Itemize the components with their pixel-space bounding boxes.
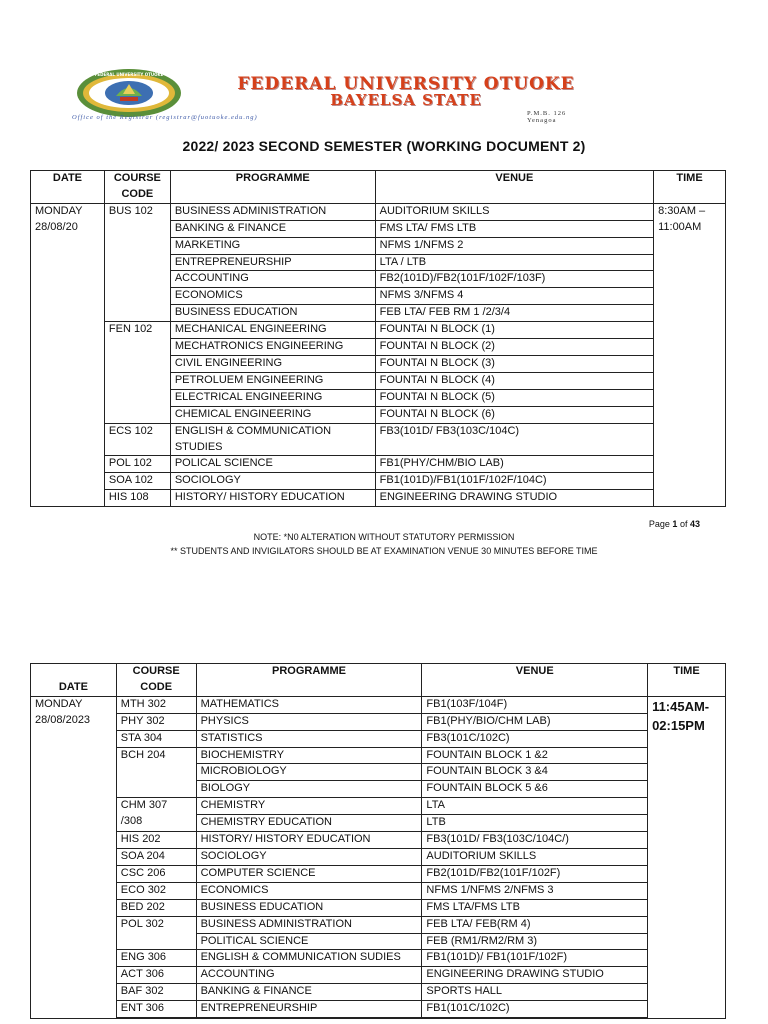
venue-cell: FOUNTAI N BLOCK (3) [375, 355, 653, 372]
course-code [116, 899, 196, 916]
programme-name: BIOCHEMISTRY [200, 748, 285, 761]
course-code [104, 322, 170, 423]
programme-cell [196, 933, 422, 950]
programme-cell [170, 271, 375, 288]
venue-cell: FOUNTAI N BLOCK (2) [375, 339, 653, 356]
course-code-text: ECO 302 [120, 883, 167, 896]
document-title: 2022/ 2023 SECOND SEMESTER (WORKING DOCUMENT 2) [182, 138, 586, 154]
programme-name: HISTORY/ HISTORY EDUCATION [200, 833, 371, 846]
venue-cell: FMS LTA/FMS LTB [422, 899, 648, 916]
table-row [31, 899, 726, 916]
table-row [31, 1018, 726, 1019]
programme-name: ECONOMICS [174, 289, 243, 302]
course-code [116, 848, 196, 865]
table-row [31, 916, 726, 933]
venue-cell: FOUNTAIN BLOCK 1 &2 [422, 747, 648, 764]
programme-cell [196, 832, 422, 849]
course-code-text: CHM 307 [120, 799, 168, 812]
venue-cell: FB2(101D)/FB2(101F/102F/103F) [375, 271, 653, 288]
pmb-line: P.M.B. 126 [527, 110, 567, 117]
programme-cell [170, 220, 375, 237]
programme-name: PHYSICS [200, 714, 249, 727]
programme-name: STATISTICS [200, 731, 263, 744]
table-row [31, 798, 726, 815]
programme-cell [170, 305, 375, 322]
programme-name: ENTREPRENEURSHIP [200, 1002, 318, 1015]
programme-cell [170, 288, 375, 305]
course-code [116, 730, 196, 747]
venue-cell: AUDITORIUM SKILLS [422, 848, 648, 865]
programme-name: BUSINESS ADMINISTRATION [174, 204, 327, 217]
table-row [31, 713, 726, 730]
course-code-text: MTH 302 [120, 697, 167, 710]
course-code [116, 696, 196, 713]
venue-cell: FOUNTAI N BLOCK (5) [375, 389, 653, 406]
letterhead [0, 60, 768, 135]
programme-cell [170, 406, 375, 423]
table-header-row [31, 664, 726, 697]
course-code [116, 984, 196, 1001]
course-code [116, 1018, 196, 1019]
programme-cell [196, 865, 422, 882]
programme-name: BANKING & FINANCE [174, 221, 287, 234]
exam-date: MONDAY 28/08/2023 [31, 696, 117, 1018]
table-row [31, 848, 726, 865]
exam-time: 8:30AM – 11:00AM [654, 203, 726, 506]
table-header-row [31, 171, 726, 204]
programme-name: COMPUTER SCIENCE [200, 866, 316, 879]
programme-name: CIVIL ENGINEERING [174, 356, 282, 369]
programme-cell [170, 456, 375, 473]
exam-time: 11:45AM- 02:15PM [648, 696, 726, 1018]
course-code-text: CSC 206 [120, 866, 166, 879]
venue-cell: FEB LTA/ FEB RM 1 /2/3/4 [375, 305, 653, 322]
course-code-column-header: COURSE CODE [116, 664, 196, 697]
course-code-text: HIS 108 [108, 491, 149, 504]
course-code-text: FEN 102 [108, 323, 153, 336]
venue-cell: LTB [422, 815, 648, 832]
programme-name: CHEMISTRY [200, 799, 266, 812]
venue-cell: ENGINEERING DRAWING STUDIO [422, 967, 648, 984]
venue-cell: NFMS 1/NFMS 2 [375, 237, 653, 254]
programme-name: BUSINESS EDUCATION [174, 306, 298, 319]
page-label: Page [648, 519, 670, 529]
course-code-text: BED 202 [120, 900, 165, 913]
table-row [31, 423, 726, 456]
programme-name: CHEMISTRY EDUCATION [200, 816, 332, 829]
course-code [104, 473, 170, 490]
programme-name: SOCIOLOGY [200, 849, 267, 862]
programme-name: STUDIES [174, 440, 223, 453]
course-code-text: ACT 306 [120, 968, 165, 981]
page-number [649, 519, 700, 529]
course-code [116, 713, 196, 730]
programme-cell [196, 848, 422, 865]
programme-cell [170, 203, 375, 220]
course-code [116, 967, 196, 984]
venue-cell: FB3(101C/102C) [422, 730, 648, 747]
course-code [116, 747, 196, 798]
venue-cell: FB1(PHY/CHM/BIO LAB) [375, 456, 653, 473]
venue-cell: FB2(101D/FB2(101F/102F) [422, 865, 648, 882]
programme-name: BUSINESS EDUCATION [200, 900, 324, 913]
programme-cell [196, 696, 422, 713]
university-state: BAYELSA STATE [330, 91, 482, 109]
course-code-text: ENT 306 [120, 1002, 165, 1015]
programme-cell [196, 916, 422, 933]
table-row [31, 865, 726, 882]
programme-cell [196, 713, 422, 730]
programme-cell [196, 730, 422, 747]
course-code [116, 832, 196, 849]
course-code [116, 1001, 196, 1018]
venue-cell: FEB (RM1/RM2/RM 3) [422, 933, 648, 950]
alteration-note: NOTE: *N0 ALTERATION WITHOUT STATUTORY PERMISSION [253, 532, 515, 542]
svg-text:FEDERAL UNIVERSITY OTUOKE: FEDERAL UNIVERSITY OTUOKE [94, 72, 164, 77]
venue-cell: FB1(101D)/FB1(101F/102F/104C) [375, 473, 653, 490]
page-total: 43 [689, 519, 700, 529]
course-code [116, 950, 196, 967]
venue-cell: FB1(101C/102C) [422, 1001, 648, 1018]
programme-cell [170, 237, 375, 254]
table-row [31, 747, 726, 764]
venue-cell: FMS LTA/ FMS LTB [375, 220, 653, 237]
venue-cell: FB1(103F/104F) [422, 696, 648, 713]
course-code-text: ENG 306 [120, 951, 167, 964]
programme-name: BUSINESS ADMINISTRATION [200, 917, 352, 930]
venue-cell: FB3(101D/ FB3(103C/104C/) [422, 832, 648, 849]
venue-cell: FOUNTAI N BLOCK (6) [375, 406, 653, 423]
venue-cell: FOUNTAI N BLOCK (4) [375, 372, 653, 389]
programme-name: PETROLUEM ENGINEERING [174, 373, 324, 386]
venue-column-header: VENUE [422, 664, 648, 697]
table-row [31, 730, 726, 747]
time-column-header: TIME [648, 664, 726, 697]
programme-name: MECHANICAL ENGINEERING [174, 323, 327, 336]
programme-column-header: PROGRAMME [196, 664, 422, 697]
university-name: FEDERAL UNIVERSITY OTUOKE [237, 74, 575, 94]
programme-cell [196, 764, 422, 781]
course-code-text: SOA 102 [108, 474, 153, 487]
course-code-text: PHY 302 [120, 714, 165, 727]
course-code [104, 456, 170, 473]
venue-cell: NFMS 1/NFMS 2/NFMS 3 [422, 882, 648, 899]
table-row [31, 473, 726, 490]
timetable-table-2 [30, 663, 726, 1019]
venue-cell: ENGINEERING DRAWING STUDIO [375, 490, 653, 507]
course-code-column-header: COURSE CODE [104, 171, 170, 204]
programme-cell [170, 490, 375, 507]
exam-date: MONDAY 28/08/20 [31, 203, 105, 506]
programme-cell [170, 389, 375, 406]
table-row [31, 950, 726, 967]
programme-name: MECHATRONICS ENGINEERING [174, 340, 344, 353]
programme-name: HISTORY/ HISTORY EDUCATION [174, 491, 345, 504]
venue-cell: NFMS 3/NFMS 4 [375, 288, 653, 305]
date-column-header: DATE [31, 171, 105, 204]
course-code [104, 203, 170, 321]
course-code-text: POL 302 [120, 917, 164, 930]
programme-name: ACCOUNTING [174, 272, 249, 285]
programme-name: BIOLOGY [200, 782, 251, 795]
table-row [31, 490, 726, 507]
programme-cell [196, 984, 422, 1001]
venue-cell: FB3(101D/ FB3(103C/104C) [375, 423, 653, 456]
programme-cell [196, 882, 422, 899]
city-line: Yenagoa [527, 116, 557, 124]
venue-cell: AUDITORIUM SKILLS [375, 203, 653, 220]
programme-name: CHEMICAL ENGINEERING [174, 407, 312, 420]
venue-cell: FOUNTAIN BLOCK 3 &4 [422, 764, 648, 781]
table-row [31, 696, 726, 713]
venue-cell: LTA [422, 798, 648, 815]
programme-cell [170, 473, 375, 490]
course-code-text: SOA 204 [120, 849, 165, 862]
programme-cell [196, 798, 422, 815]
programme-cell [170, 355, 375, 372]
invigilator-note: ** STUDENTS AND INVIGILATORS SHOULD BE AT EXAMINATION VENUE 30 MINUTES BEFORE TIME [170, 546, 598, 556]
programme-name: POLITICAL SCIENCE [200, 934, 309, 947]
page-current: 1 [672, 519, 678, 529]
venue-cell [422, 1018, 648, 1019]
table-row [31, 882, 726, 899]
course-code [116, 882, 196, 899]
programme-cell [196, 1018, 422, 1019]
programme-name: SOCIOLOGY [174, 474, 241, 487]
venue-cell: FOUNTAIN BLOCK 5 &6 [422, 781, 648, 798]
programme-cell [196, 899, 422, 916]
course-code-text: STA 304 [120, 731, 163, 744]
table-row [31, 203, 726, 220]
course-code [104, 423, 170, 456]
page-of-label: of [679, 519, 688, 529]
course-code [116, 798, 196, 832]
programme-cell [170, 372, 375, 389]
university-logo-icon [76, 68, 182, 118]
venue-cell: SPORTS HALL [422, 984, 648, 1001]
programme-name: POLICAL SCIENCE [174, 457, 273, 470]
programme-name: MICROBIOLOGY [200, 765, 287, 778]
venue-cell: LTA / LTB [375, 254, 653, 271]
programme-name: ENGLISH & COMMUNICATION [174, 424, 332, 437]
timetable-table-1 [30, 170, 726, 507]
programme-cell [196, 950, 422, 967]
course-code-text: HIS 202 [120, 833, 161, 846]
programme-cell [170, 322, 375, 339]
table-row [31, 967, 726, 984]
programme-cell [170, 339, 375, 356]
venue-cell: FOUNTAI N BLOCK (1) [375, 322, 653, 339]
programme-name: ENTREPRENEURSHIP [174, 255, 292, 268]
table-row [31, 832, 726, 849]
course-code [116, 916, 196, 950]
table-row [31, 1001, 726, 1018]
venue-column-header: VENUE [375, 171, 653, 204]
pmb-address [527, 111, 566, 124]
date-column-header: DATE [31, 664, 117, 697]
venue-cell: FB1(PHY/BIO/CHM LAB) [422, 713, 648, 730]
course-code [116, 865, 196, 882]
venue-cell: FEB LTA/ FEB(RM 4) [422, 916, 648, 933]
time-column-header: TIME [654, 171, 726, 204]
programme-cell [196, 1001, 422, 1018]
programme-column-header: PROGRAMME [170, 171, 375, 204]
programme-name: MARKETING [174, 238, 241, 251]
programme-cell [196, 967, 422, 984]
course-code-text: BCH 204 [120, 748, 166, 761]
programme-cell [170, 423, 375, 456]
course-code-text: BAF 302 [120, 985, 164, 998]
programme-name: ACCOUNTING [200, 968, 275, 981]
programme-name: BANKING & FINANCE [200, 985, 312, 998]
table-row [31, 322, 726, 339]
registrar-office-line: Office of the Registrar (registrar@fuotuoke.edu.ng) [72, 114, 258, 121]
table-row [31, 456, 726, 473]
programme-name: ENGLISH & COMMUNICATION SUDIES [200, 951, 401, 964]
table-row [31, 984, 726, 1001]
course-code-text: BUS 102 [108, 204, 153, 217]
venue-cell: FB1(101D)/ FB1(101F/102F) [422, 950, 648, 967]
course-code-text: ECS 102 [108, 424, 153, 437]
programme-cell [196, 815, 422, 832]
course-code [104, 490, 170, 507]
programme-name: ELECTRICAL ENGINEERING [174, 390, 323, 403]
programme-cell [170, 254, 375, 271]
programme-cell [196, 781, 422, 798]
programme-name: MATHEMATICS [200, 697, 280, 710]
programme-cell [196, 747, 422, 764]
programme-name: ECONOMICS [200, 883, 269, 896]
course-code-text: /308 [120, 815, 143, 828]
course-code-text: POL 102 [108, 457, 152, 470]
